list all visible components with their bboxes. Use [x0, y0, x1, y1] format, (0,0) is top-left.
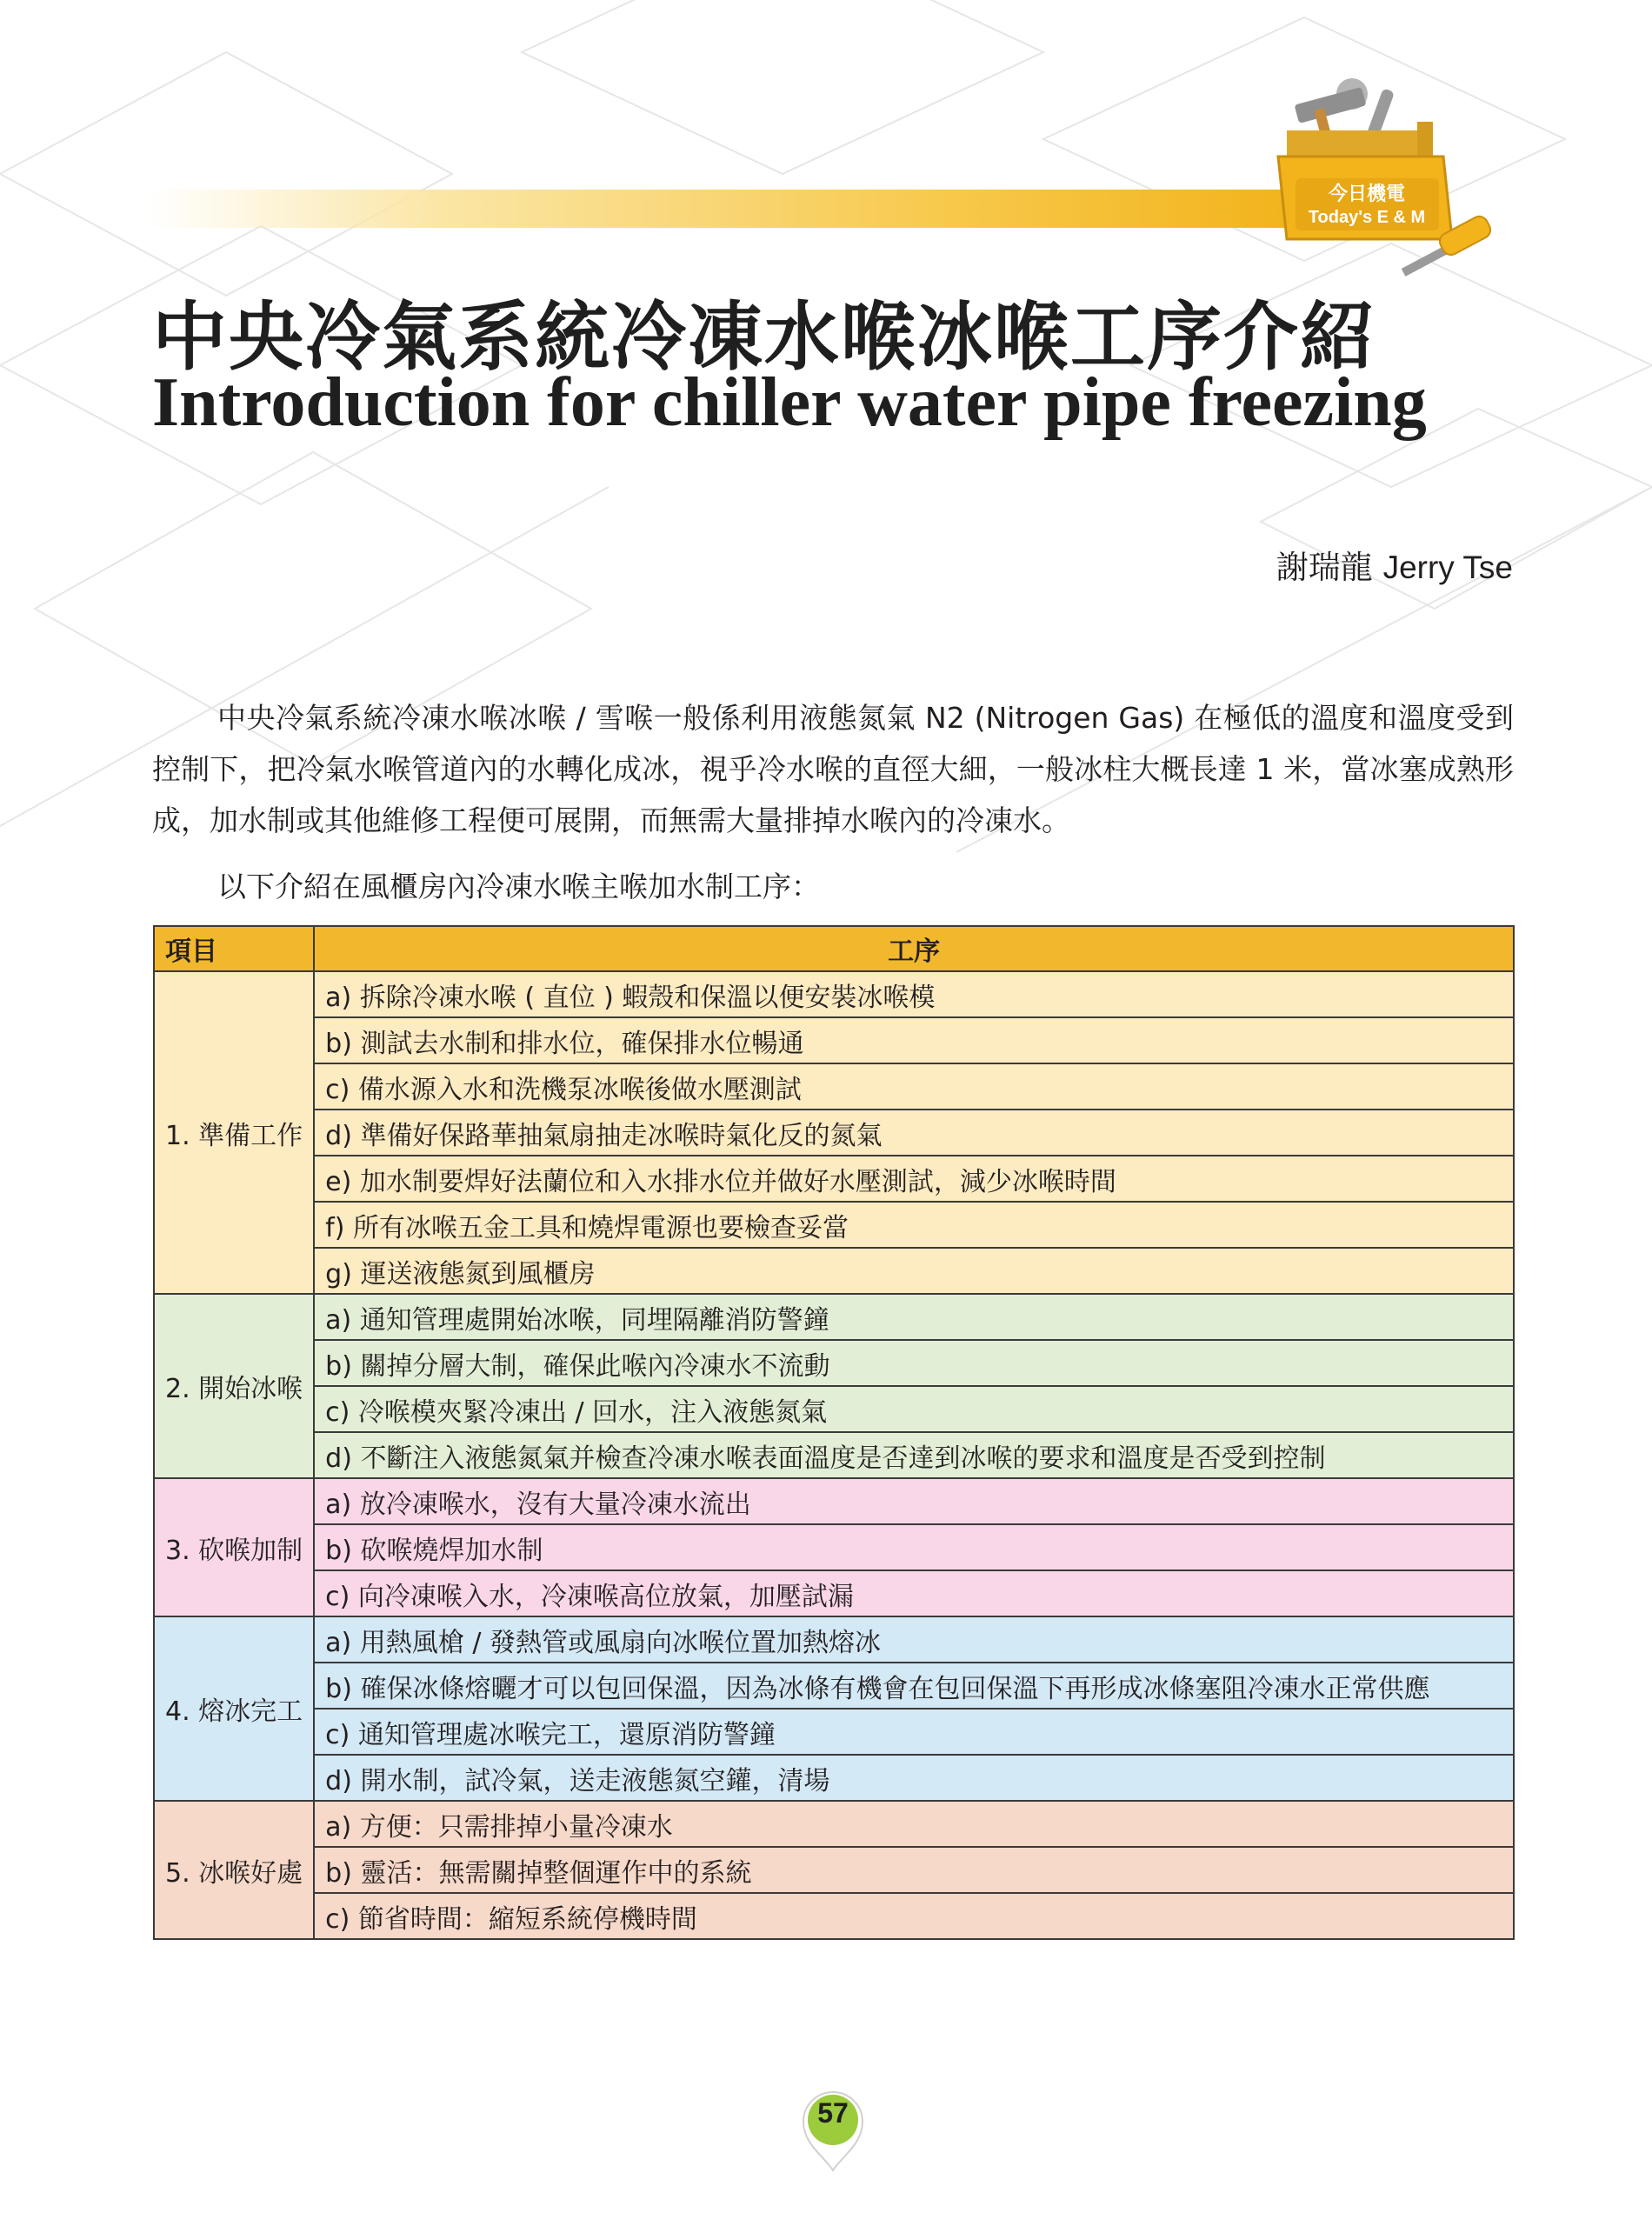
- step-cell: b) 確保冰條熔曬才可以包回保溫，因為冰條有機會在包回保溫下再形成冰條塞阻冷凍水正常供應: [314, 1663, 1514, 1709]
- table-row: [154, 1524, 1514, 1570]
- step-cell: b) 測試去水制和排水位，確保排水位暢通: [314, 1017, 1514, 1063]
- intro-paragraph: 中央冷氣系統冷凍水喉冰喉 / 雪喉一般係利用液態氮氣 N2 (Nitrogen Gas) 在極低的溫度和溫度受到控制下，把冷氣水喉管道內的水轉化成冰，視乎冷水喉的直徑大細，一般冰柱大概長達 1 米，當冰塞成熟形成，加水制或其他維修工程便可展開，而無需大量排掉水喉內的冷凍水。: [152, 701, 1514, 837]
- table-header-row: [154, 926, 1514, 971]
- section-label: 3. 砍喉加制: [154, 1478, 314, 1616]
- step-cell: e) 加水制要焊好法蘭位和入水排水位并做好水壓測試，減少冰喉時間: [314, 1156, 1514, 1202]
- step-cell: a) 放冷凍喉水，沒有大量冷凍水流出: [314, 1478, 1514, 1524]
- table-row: [154, 1616, 1514, 1663]
- table-row: [154, 1294, 1514, 1340]
- step-cell: g) 運送液態氮到風櫃房: [314, 1248, 1514, 1294]
- badge-line2: Today's E & M: [1308, 208, 1426, 227]
- table-row: [154, 1110, 1514, 1156]
- section-label: 1. 準備工作: [154, 971, 314, 1294]
- step-cell: c) 備水源入水和洗機泵冰喉後做水壓測試: [314, 1063, 1514, 1110]
- table-row: [154, 1202, 1514, 1248]
- step-cell: b) 關掉分層大制，確保此喉內冷凍水不流動: [314, 1340, 1514, 1386]
- section-label: 4. 熔冰完工: [154, 1616, 314, 1801]
- table-row: [154, 1478, 1514, 1524]
- table-row: [154, 1017, 1514, 1063]
- step-cell: b) 砍喉燒焊加水制: [314, 1524, 1514, 1570]
- author-byline: [1276, 541, 1513, 588]
- page-number: 57: [817, 2097, 849, 2129]
- table-row: [154, 1248, 1514, 1294]
- step-cell: d) 不斷注入液態氮氣并檢查冷凍水喉表面溫度是否達到冰喉的要求和溫度是否受到控制: [314, 1432, 1514, 1478]
- table-row: [154, 1340, 1514, 1386]
- page-title-en: Introduction for chiller water pipe freezing: [152, 364, 1427, 441]
- step-cell: c) 向冷凍喉入水，冷凍喉高位放氣，加壓試漏: [314, 1570, 1514, 1616]
- step-cell: a) 拆除冷凍水喉 ( 直位 ) 蝦殼和保溫以便安裝冰喉模: [314, 971, 1514, 1017]
- section-label: 5. 冰喉好處: [154, 1801, 314, 1939]
- step-cell: a) 通知管理處開始冰喉，同埋隔離消防警鐘: [314, 1294, 1514, 1340]
- step-cell: c) 通知管理處冰喉完工，還原消防警鐘: [314, 1709, 1514, 1755]
- step-cell: a) 用熱風槍 / 發熱管或風扇向冰喉位置加熱熔冰: [314, 1616, 1514, 1663]
- section-label: 2. 開始冰喉: [154, 1294, 314, 1478]
- step-cell: a) 方便：只需排掉小量冷凍水: [314, 1801, 1514, 1847]
- table-row: [154, 1755, 1514, 1801]
- badge-line1: 今日機電: [1328, 183, 1406, 205]
- table-row: [154, 1893, 1514, 1939]
- table-row: [154, 1432, 1514, 1478]
- author-name-en: Jerry Tse: [1382, 550, 1513, 585]
- step-cell: c) 節省時間：縮短系統停機時間: [314, 1893, 1514, 1939]
- step-cell: f) 所有冰喉五金工具和燒焊電源也要檢查妥當: [314, 1202, 1514, 1248]
- table-row: [154, 1847, 1514, 1893]
- table-row: [154, 1386, 1514, 1432]
- table-row: [154, 1156, 1514, 1202]
- page-title-zh: 中央冷氣系統冷凍水喉冰喉工序介紹: [152, 293, 1376, 381]
- table-row: [154, 1801, 1514, 1847]
- table-row: [154, 1663, 1514, 1709]
- table-row: [154, 1570, 1514, 1616]
- step-cell: d) 準備好保路華抽氣扇抽走冰喉時氣化反的氮氣: [314, 1110, 1514, 1156]
- header-item: 項目: [154, 926, 314, 971]
- table-row: [154, 971, 1514, 1017]
- procedure-table: [153, 925, 1515, 1940]
- header-gradient-bar: [148, 190, 1304, 228]
- step-cell: d) 開水制，試冷氣，送走液態氮空鑵，清場: [314, 1755, 1514, 1801]
- table-row: [154, 1709, 1514, 1755]
- author-name-zh: 謝瑞龍: [1276, 549, 1373, 586]
- table-intro-paragraph: 以下介紹在風櫃房內冷凍水喉主喉加水制工序：: [217, 870, 820, 903]
- step-cell: c) 冷喉模夾緊冷凍出 / 回水，注入液態氮氣: [314, 1386, 1514, 1432]
- toolbox-logo: [1261, 70, 1513, 287]
- table-row: [154, 1063, 1514, 1110]
- header-procedure: 工序: [314, 926, 1514, 971]
- step-cell: b) 靈活：無需關掉整個運作中的系統: [314, 1847, 1514, 1893]
